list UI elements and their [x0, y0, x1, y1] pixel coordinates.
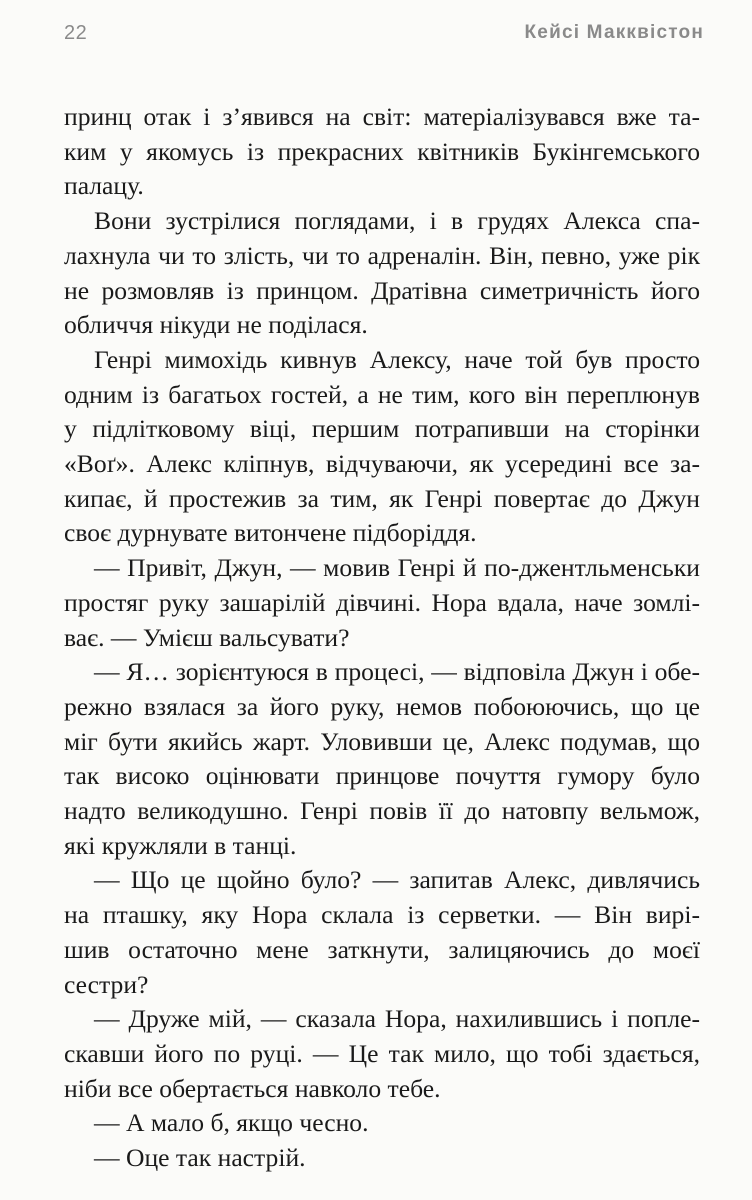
text-line: простяг руку зашарілій дівчині. Нора вдала, наче зомлі- — [64, 587, 700, 617]
page-number: 22 — [64, 22, 88, 44]
text-line: кипає, й простежив за тим, як Генрі повертає до Джун — [64, 483, 700, 513]
text-line: Генрі мимохідь кивнув Алексу, наче той був просто — [94, 344, 700, 374]
text-line: у підлітковому віці, першим потрапивши на сторінки — [64, 414, 700, 444]
text-line: — Друже мій, — сказала Нора, нахилившись і попле- — [94, 1004, 700, 1034]
text-line: ніби все обертається навколо тебе. — [64, 1073, 441, 1103]
text-line: так високо оцінювати принцове почуття гумору було — [64, 761, 700, 791]
text-line: — А мало б, якщо чесно. — [94, 1108, 369, 1138]
text-line: ває. — Умієш вальсувати? — [64, 622, 350, 652]
text-line: шив остаточно мене заткнути, залицяючись до моєї — [64, 934, 700, 964]
text-line: не розмовляв із принцом. Дратівна симетричність його — [64, 275, 700, 305]
text-line: на пташку, яку Нора склала із серветки. — Він вирі- — [64, 900, 700, 930]
text-line: режно взялася за його руку, немов побоюючись, що це — [64, 691, 700, 721]
text-line: своє дурнувате витончене підборіддя. — [64, 518, 477, 548]
text-line: Вони зустрілися поглядами, і в грудях Алекса спа- — [94, 206, 700, 236]
running-head-author: Кейсі Макквістон — [524, 22, 704, 43]
text-line: — Оце так настрій. — [94, 1143, 306, 1173]
page-header — [64, 22, 704, 50]
text-line: одним із багатьох гостей, а не тим, кого він переплюнув — [64, 379, 700, 409]
text-line: сестри? — [64, 969, 149, 999]
text-line: принц отак і з’явився на світ: матеріалізувався вже та- — [64, 102, 700, 131]
text-line: «Воґ». Алекс кліпнув, відчуваючи, як усередині все за- — [64, 449, 700, 479]
text-line: ким у якомусь із прекрасних квітників Букінгемського — [64, 136, 700, 166]
text-line: які кружляли в танці. — [64, 830, 297, 860]
text-line: лахнула чи то злість, чи то адреналін. Він, певно, уже рік — [64, 240, 700, 270]
text-line: палацу. — [64, 171, 144, 201]
text-line: міг бути якийсь жарт. Уловивши це, Алекс подумав, що — [64, 726, 700, 756]
text-line: — Що це щойно було? — запитав Алекс, дивлячись — [94, 865, 700, 895]
text-line: — Привіт, Джун, — мовив Генрі й по-джентльменськи — [94, 553, 700, 583]
body-text — [64, 100, 700, 1176]
text-line: обличчя нікуди не поділася. — [64, 310, 368, 340]
text-line: — Я… зорієнтуюся в процесі, — відповіла Джун і обе- — [94, 657, 700, 687]
text-line: скавши його по руці. — Це так мило, що тобі здається, — [64, 1038, 700, 1068]
text-line: надто великодушно. Генрі повів її до натовпу вельмож, — [64, 796, 700, 826]
